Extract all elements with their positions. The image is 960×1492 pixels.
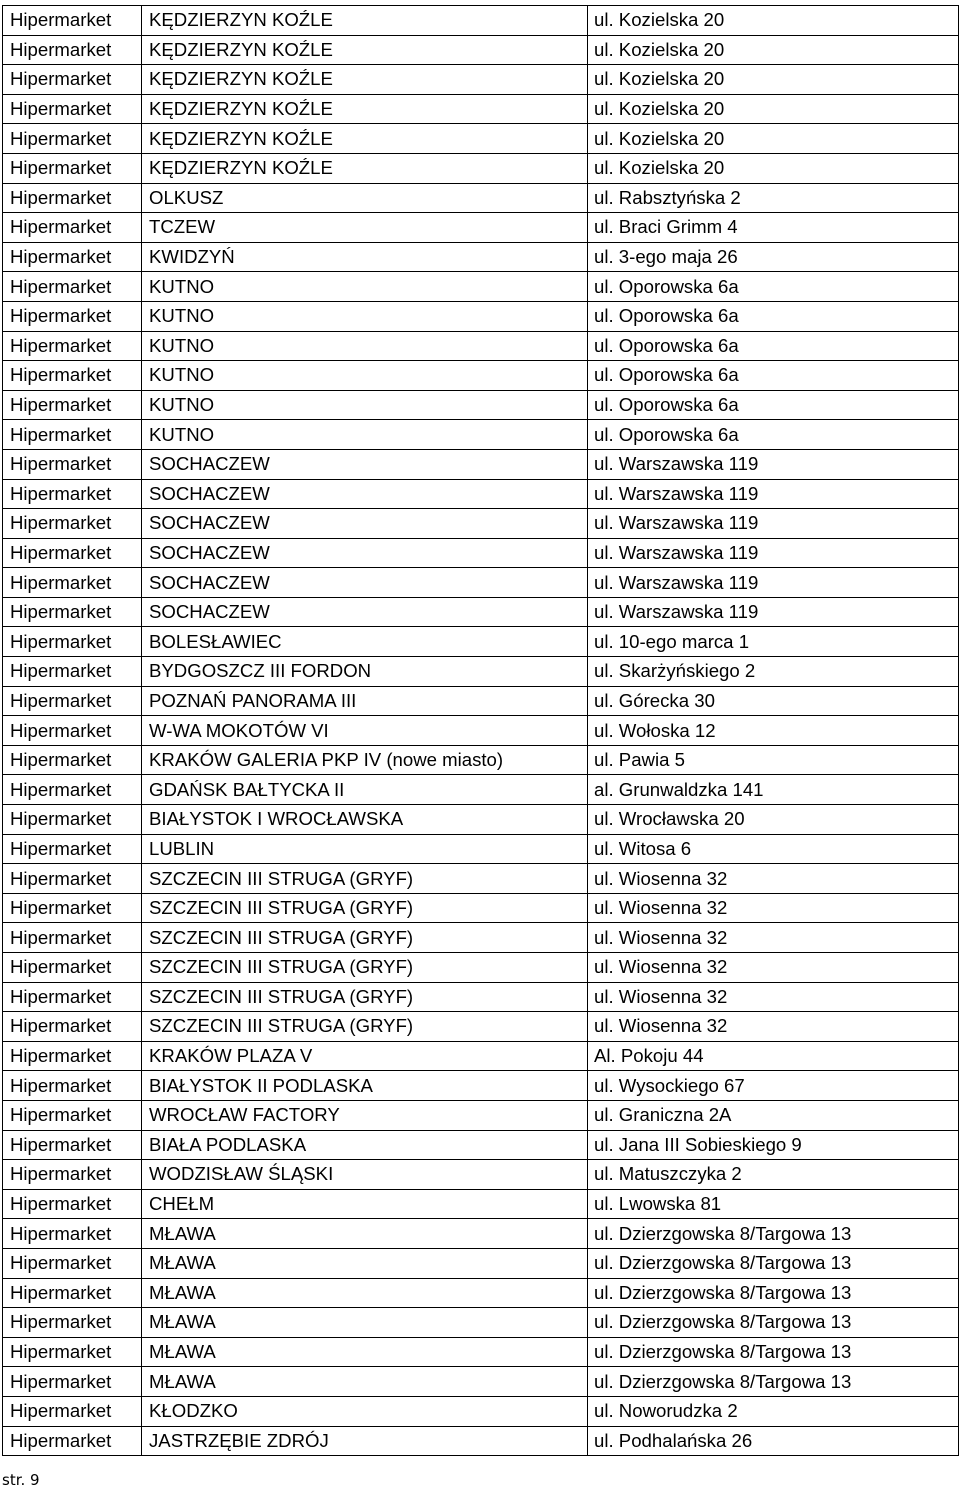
store-type-cell: Hipermarket [3,361,142,391]
store-type-cell: Hipermarket [3,686,142,716]
address-cell: Al. Pokoju 44 [588,1041,959,1071]
table-row [3,1160,959,1190]
location-cell: SZCZECIN III STRUGA (GRYF) [142,1012,588,1042]
store-type-cell: Hipermarket [3,390,142,420]
location-cell: KUTNO [142,390,588,420]
address-cell: ul. Wysockiego 67 [588,1071,959,1101]
store-type-cell: Hipermarket [3,657,142,687]
store-type-cell: Hipermarket [3,301,142,331]
store-type-cell: Hipermarket [3,1396,142,1426]
address-cell: ul. Kozielska 20 [588,35,959,65]
store-type-cell: Hipermarket [3,153,142,183]
address-cell: ul. Oporowska 6a [588,301,959,331]
address-cell: ul. Warszawska 119 [588,538,959,568]
location-cell: MŁAWA [142,1278,588,1308]
location-cell: KĘDZIERZYN KOŹLE [142,124,588,154]
location-cell: SZCZECIN III STRUGA (GRYF) [142,953,588,983]
table-row [3,509,959,539]
location-cell: KĘDZIERZYN KOŹLE [142,65,588,95]
table-row [3,1248,959,1278]
address-cell: ul. Oporowska 6a [588,272,959,302]
location-cell: KĘDZIERZYN KOŹLE [142,35,588,65]
address-cell: ul. Graniczna 2A [588,1100,959,1130]
address-cell: ul. Wołoska 12 [588,716,959,746]
address-cell: ul. Górecka 30 [588,686,959,716]
table-row [3,124,959,154]
table-row [3,864,959,894]
address-cell: ul. Braci Grimm 4 [588,213,959,243]
address-cell: ul. Dzierzgowska 8/Targowa 13 [588,1248,959,1278]
table-row [3,805,959,835]
table-row [3,568,959,598]
table-row [3,1130,959,1160]
store-type-cell: Hipermarket [3,242,142,272]
address-cell: ul. 3-ego maja 26 [588,242,959,272]
location-cell: KŁODZKO [142,1396,588,1426]
address-cell: ul. Wiosenna 32 [588,982,959,1012]
store-type-cell: Hipermarket [3,1189,142,1219]
address-cell: ul. Dzierzgowska 8/Targowa 13 [588,1278,959,1308]
table-row [3,716,959,746]
location-cell: MŁAWA [142,1248,588,1278]
location-cell: KĘDZIERZYN KOŹLE [142,94,588,124]
address-cell: ul. Dzierzgowska 8/Targowa 13 [588,1308,959,1338]
location-cell: BOLESŁAWIEC [142,627,588,657]
address-cell: ul. Pawia 5 [588,745,959,775]
address-cell: ul. Podhalańska 26 [588,1426,959,1456]
store-type-cell: Hipermarket [3,805,142,835]
address-cell: ul. 10-ego marca 1 [588,627,959,657]
store-type-cell: Hipermarket [3,923,142,953]
address-cell: ul. Warszawska 119 [588,568,959,598]
address-cell: ul. Oporowska 6a [588,361,959,391]
location-cell: BIAŁYSTOK I WROCŁAWSKA [142,805,588,835]
store-type-cell: Hipermarket [3,538,142,568]
location-cell: SOCHACZEW [142,597,588,627]
address-cell: ul. Kozielska 20 [588,153,959,183]
table-row [3,301,959,331]
address-cell: ul. Rabsztyńska 2 [588,183,959,213]
table-row [3,1219,959,1249]
table-row [3,1337,959,1367]
table-row [3,1396,959,1426]
location-cell: SOCHACZEW [142,538,588,568]
store-type-cell: Hipermarket [3,1219,142,1249]
table-row [3,449,959,479]
location-cell: MŁAWA [142,1337,588,1367]
store-type-cell: Hipermarket [3,716,142,746]
store-type-cell: Hipermarket [3,775,142,805]
location-cell: KUTNO [142,361,588,391]
address-cell: ul. Dzierzgowska 8/Targowa 13 [588,1337,959,1367]
table-row [3,390,959,420]
table-row [3,745,959,775]
table-row [3,272,959,302]
address-cell: ul. Dzierzgowska 8/Targowa 13 [588,1219,959,1249]
address-cell: ul. Warszawska 119 [588,479,959,509]
location-cell: JASTRZĘBIE ZDRÓJ [142,1426,588,1456]
table-row [3,1012,959,1042]
table-row [3,1426,959,1456]
table-row [3,1100,959,1130]
location-cell: MŁAWA [142,1219,588,1249]
store-table [2,5,959,1456]
address-cell: ul. Matuszczyka 2 [588,1160,959,1190]
store-type-cell: Hipermarket [3,893,142,923]
table-row [3,1278,959,1308]
table-row [3,893,959,923]
store-type-cell: Hipermarket [3,1160,142,1190]
location-cell: KUTNO [142,420,588,450]
store-type-cell: Hipermarket [3,420,142,450]
location-cell: WROCŁAW FACTORY [142,1100,588,1130]
address-cell: ul. Warszawska 119 [588,449,959,479]
store-type-cell: Hipermarket [3,449,142,479]
store-type-cell: Hipermarket [3,124,142,154]
store-table-body [3,6,959,1456]
location-cell: SOCHACZEW [142,568,588,598]
table-row [3,538,959,568]
table-row [3,35,959,65]
store-type-cell: Hipermarket [3,1130,142,1160]
table-row [3,361,959,391]
address-cell: ul. Warszawska 119 [588,509,959,539]
table-row [3,834,959,864]
store-type-cell: Hipermarket [3,1041,142,1071]
store-type-cell: Hipermarket [3,953,142,983]
location-cell: KRAKÓW GALERIA PKP IV (nowe miasto) [142,745,588,775]
address-cell: ul. Wrocławska 20 [588,805,959,835]
location-cell: SOCHACZEW [142,449,588,479]
address-cell: ul. Jana III Sobieskiego 9 [588,1130,959,1160]
location-cell: KĘDZIERZYN KOŹLE [142,6,588,36]
store-type-cell: Hipermarket [3,1100,142,1130]
table-row [3,183,959,213]
location-cell: KUTNO [142,301,588,331]
store-type-cell: Hipermarket [3,183,142,213]
table-row [3,153,959,183]
location-cell: MŁAWA [142,1308,588,1338]
location-cell: POZNAŃ PANORAMA III [142,686,588,716]
address-cell: al. Grunwaldzka 141 [588,775,959,805]
location-cell: KUTNO [142,331,588,361]
location-cell: MŁAWA [142,1367,588,1397]
table-row [3,65,959,95]
page-number: str. 9 [2,1471,40,1489]
location-cell: SZCZECIN III STRUGA (GRYF) [142,982,588,1012]
location-cell: CHEŁM [142,1189,588,1219]
location-cell: BIAŁA PODLASKA [142,1130,588,1160]
store-type-cell: Hipermarket [3,479,142,509]
address-cell: ul. Lwowska 81 [588,1189,959,1219]
store-type-cell: Hipermarket [3,1071,142,1101]
location-cell: W-WA MOKOTÓW VI [142,716,588,746]
address-cell: ul. Kozielska 20 [588,6,959,36]
address-cell: ul. Wiosenna 32 [588,923,959,953]
table-row [3,597,959,627]
address-cell: ul. Kozielska 20 [588,94,959,124]
location-cell: BIAŁYSTOK II PODLASKA [142,1071,588,1101]
store-type-cell: Hipermarket [3,1367,142,1397]
store-type-cell: Hipermarket [3,1248,142,1278]
location-cell: SZCZECIN III STRUGA (GRYF) [142,923,588,953]
table-row [3,953,959,983]
store-type-cell: Hipermarket [3,331,142,361]
address-cell: ul. Oporowska 6a [588,420,959,450]
location-cell: BYDGOSZCZ III FORDON [142,657,588,687]
store-type-cell: Hipermarket [3,1426,142,1456]
store-type-cell: Hipermarket [3,627,142,657]
address-cell: ul. Noworudzka 2 [588,1396,959,1426]
store-type-cell: Hipermarket [3,65,142,95]
table-row [3,6,959,36]
address-cell: ul. Dzierzgowska 8/Targowa 13 [588,1367,959,1397]
store-type-cell: Hipermarket [3,568,142,598]
store-type-cell: Hipermarket [3,6,142,36]
table-row [3,686,959,716]
location-cell: KUTNO [142,272,588,302]
location-cell: KRAKÓW PLAZA V [142,1041,588,1071]
store-type-cell: Hipermarket [3,509,142,539]
table-row [3,213,959,243]
store-type-cell: Hipermarket [3,745,142,775]
store-type-cell: Hipermarket [3,864,142,894]
location-cell: SOCHACZEW [142,479,588,509]
table-row [3,94,959,124]
location-cell: SOCHACZEW [142,509,588,539]
location-cell: TCZEW [142,213,588,243]
location-cell: WODZISŁAW ŚLĄSKI [142,1160,588,1190]
location-cell: SZCZECIN III STRUGA (GRYF) [142,893,588,923]
table-row [3,1308,959,1338]
table-row [3,1041,959,1071]
table-row [3,627,959,657]
table-row [3,923,959,953]
table-row [3,420,959,450]
store-type-cell: Hipermarket [3,597,142,627]
store-type-cell: Hipermarket [3,213,142,243]
store-type-cell: Hipermarket [3,982,142,1012]
table-row [3,331,959,361]
store-type-cell: Hipermarket [3,272,142,302]
address-cell: ul. Wiosenna 32 [588,864,959,894]
store-type-cell: Hipermarket [3,1012,142,1042]
table-row [3,1189,959,1219]
address-cell: ul. Witosa 6 [588,834,959,864]
store-type-cell: Hipermarket [3,35,142,65]
address-cell: ul. Oporowska 6a [588,331,959,361]
store-type-cell: Hipermarket [3,94,142,124]
location-cell: GDAŃSK BAŁTYCKA II [142,775,588,805]
address-cell: ul. Warszawska 119 [588,597,959,627]
location-cell: LUBLIN [142,834,588,864]
location-cell: KĘDZIERZYN KOŹLE [142,153,588,183]
table-row [3,657,959,687]
location-cell: OLKUSZ [142,183,588,213]
address-cell: ul. Kozielska 20 [588,65,959,95]
address-cell: ul. Wiosenna 32 [588,953,959,983]
table-row [3,242,959,272]
address-cell: ul. Wiosenna 32 [588,893,959,923]
table-row [3,1071,959,1101]
store-type-cell: Hipermarket [3,1308,142,1338]
address-cell: ul. Wiosenna 32 [588,1012,959,1042]
location-cell: KWIDZYŃ [142,242,588,272]
address-cell: ul. Oporowska 6a [588,390,959,420]
store-type-cell: Hipermarket [3,1337,142,1367]
address-cell: ul. Kozielska 20 [588,124,959,154]
table-row [3,479,959,509]
store-type-cell: Hipermarket [3,834,142,864]
table-row [3,1367,959,1397]
location-cell: SZCZECIN III STRUGA (GRYF) [142,864,588,894]
store-type-cell: Hipermarket [3,1278,142,1308]
table-row [3,982,959,1012]
address-cell: ul. Skarżyńskiego 2 [588,657,959,687]
table-row [3,775,959,805]
